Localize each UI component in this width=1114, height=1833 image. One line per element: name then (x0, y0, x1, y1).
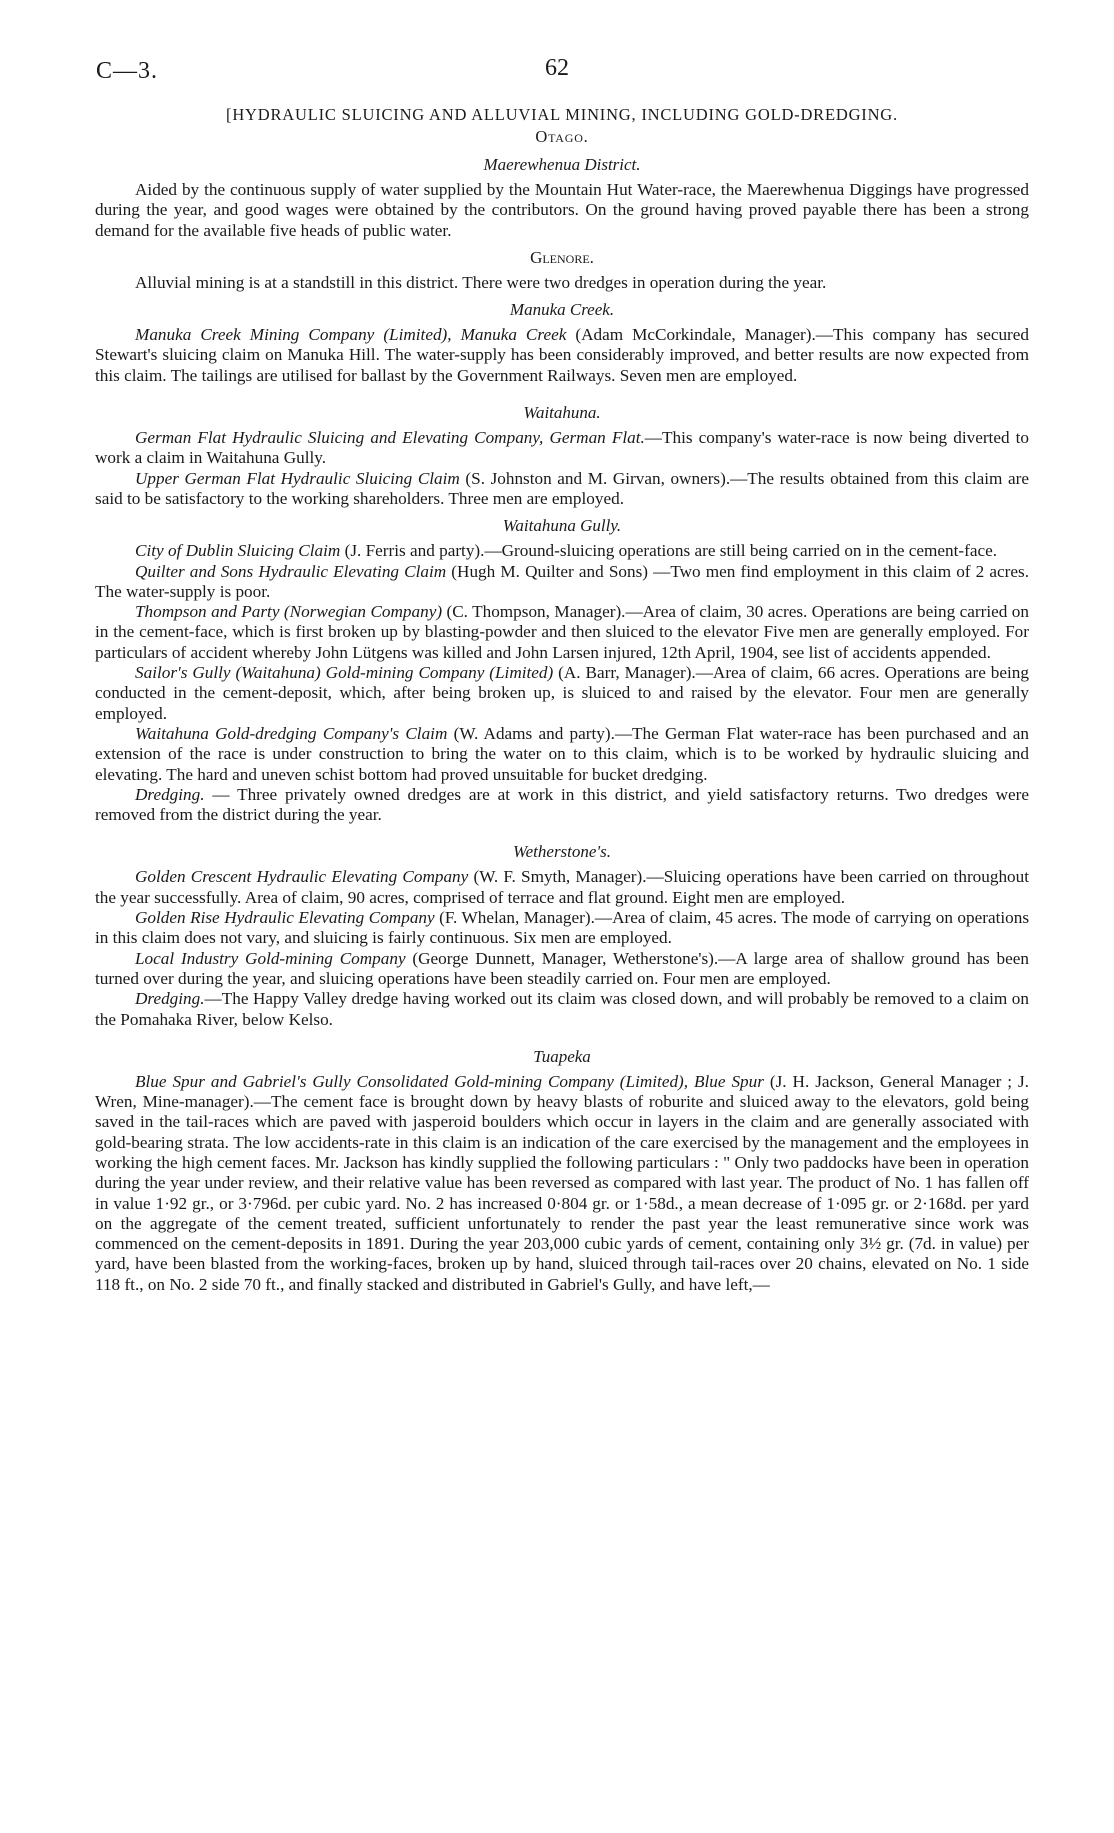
paragraph-text: (J. Ferris and party).—Ground-sluicing operations are still being carried on in the cement-face. (340, 541, 998, 561)
company-name: Golden Crescent Hydraulic Elevating Company (135, 867, 469, 887)
company-name: Manuka Creek Mining Company (Limited), Manuka Creek (135, 325, 567, 345)
district-heading: Maerewhenua District. (483, 155, 641, 174)
company-name: Sailor's Gully (Waitahuna) Gold-mining Company (Limited) (135, 663, 554, 683)
section-heading: [HYDRAULIC SLUICING AND ALLUVIAL MINING, INCLUDING GOLD-DREDGING. (226, 105, 898, 124)
paragraph-text: (S. Johnston and M. Girvan, owners).—The results obtained from this claim are said to be satisfactory to the working shareholders. Three men are employed. (95, 468, 1029, 508)
paragraph (95, 469, 1029, 510)
company-name: Dredging. (135, 989, 205, 1009)
paragraph-text: (George Dunnett, Manager, Wetherstone's).—A large area of shallow ground has been turned over during the year, and sluicing operations have been steadily carried on. Four men are employed. (95, 948, 1029, 988)
paragraph-text: —This company's water-race is now being diverted to work a claim in Waitahuna Gully. (95, 428, 1029, 468)
paragraph (95, 602, 1029, 663)
page-number: 62 (545, 55, 569, 81)
paragraph-text: (C. Thompson, Manager).—Area of claim, 30 acres. Operations are being carried on in the cement-face, which is first broken up by blasting-powder and then sluiced to the elevator Five men are generally employed. For particulars of accident whereby John Lütgens was killed and John Larsen injured, 12th April, 1904, see list of accidents appended. (95, 602, 1029, 662)
paragraph-text: (Hugh M. Quilter and Sons) —Two men find employment in this claim of 2 acres. The water-supply is poor. (95, 561, 1029, 601)
district-heading: Manuka Creek. (509, 300, 615, 320)
paragraph-text: — Three privately owned dredges are at work in this district, and yield satisfactory returns. Two dredges were removed from the district during the year. (95, 784, 1029, 825)
paragraph-text: —The Happy Valley dredge having worked out its claim was closed down, and will probably be removed to a claim on the Pomahaka River, below Kelso. (95, 989, 1029, 1029)
paragraph (95, 989, 1029, 1030)
district-heading: Waitahuna Gully. (502, 516, 622, 536)
paragraph-text: (F. Whelan, Manager).—Area of claim, 45 acres. The mode of carrying on operations in this claim does not vary, and sluicing is fairly continuous. Six men are employed. (95, 908, 1030, 948)
company-name: Dredging. (135, 784, 205, 804)
district-heading: Waitahuna. (523, 403, 601, 423)
paragraph-text: (A. Barr, Manager).—Area of claim, 66 acres. Operations are being conducted in the cement-deposit, which, after being broken up, is sluiced to and raised by the elevator. Four men are generally employed. (95, 663, 1029, 723)
company-name: Local Industry Gold-mining Company (135, 948, 406, 968)
district-heading: Wetherstone's. (513, 842, 611, 862)
paragraph (95, 663, 1029, 724)
paragraph-text: Aided by the continuous supply of water supplied by the Mountain Hut Water-race, the Maerewhenua Diggings have progressed during the year, and good wages were obtained by the contributors. On the ground having proved payable there has been a strong demand for the available five heads of public water. (95, 180, 1029, 240)
region-heading: Otago. (535, 127, 589, 146)
company-name: City of Dublin Sluicing Claim (135, 541, 341, 561)
report-reference: C—3. (96, 58, 159, 84)
paragraph-text: Alluvial mining is at a standstill in this district. There were two dredges in operation during the year. (135, 272, 827, 292)
paragraph-text: (W. Adams and party).—The German Flat water-race has been purchased and an extension of the race is under construction to bring the water on to this claim, which is to be worked by hydraulic sluicing and elevating. The hard and uneven schist bottom had proved unsuitable for bucket dredging. (95, 723, 1029, 784)
paragraph (95, 541, 1029, 561)
paragraph (95, 1072, 1029, 1295)
paragraph-text: (W. F. Smyth, Manager).—Sluicing operations have been carried on throughout the year successfully. Area of claim, 90 acres, comprised of terrace and flat ground. Eight men are employed. (95, 867, 1029, 907)
company-name: Blue Spur and Gabriel's Gully Consolidated Gold-mining Company (Limited), Blue Spur (135, 1071, 764, 1091)
district-heading: Glenore. (530, 247, 594, 267)
text-column (95, 100, 1029, 1295)
district-heading: Tuapeka (533, 1046, 591, 1066)
paragraph (95, 428, 1029, 469)
paragraph (95, 180, 1029, 241)
company-name: Upper German Flat Hydraulic Sluicing Claim (135, 468, 460, 488)
paragraph-text: (J. H. Jackson, General Manager ; J. Wren, Mine-manager).—The cement face is brought down by heavy blasts of roburite and sluiced away to the elevators, gold being saved in the tail-races which are paved with jasperoid boulders which occur in layers in the claim and are generally associated with gold-bearing strata. The low accidents-rate in this claim is an indication of the care exercised by the management and the employees in working the high cement faces. Mr. Jackson has kindly supplied the following particulars : " Only two paddocks have been in operation during the year under review, and their relative value has been reversed as compared with last year. The product of No. 1 has fallen off in value 1·92 gr., or 3·796d. per cubic yard. No. 2 has increased 0·804 gr. or 1·58d., a mean decrease of 1·095 gr. or 2·168d. per yard on the aggregate of the cement treated, sufficient unfortunately to render the past year the least remunerative since work was commenced on the cement-deposits in 1891. During the year 203,000 cubic yards of cement, containing only 3½ gr. (7d. in value) per yard, have been blasted from the working-faces, broken up by hand, sluiced through tail-races over 20 chains, elevated on No. 1 side 118 ft., on No. 2 side 70 ft., and finally stacked and distributed in Gabriel's Gully, and have left,— (95, 1071, 1029, 1294)
paragraph-text: (Adam McCorkindale, Manager).—This company has secured Stewart's sluicing claim on Manuka Hill. The water-supply has been considerably improved, and better results are now expected from this claim. The tailings are utilised for ballast by the Government Railways. Seven men are employed. (95, 325, 1029, 385)
paragraph (95, 562, 1029, 603)
paragraph (95, 908, 1029, 949)
company-name: Waitahuna Gold-dredging Company's Claim (135, 723, 448, 743)
paragraph (95, 273, 1029, 293)
paragraph (95, 949, 1029, 990)
company-name: Quilter and Sons Hydraulic Elevating Claim (135, 561, 447, 581)
company-name: Golden Rise Hydraulic Elevating Company (135, 908, 435, 928)
paragraph (95, 867, 1029, 908)
paragraph (95, 724, 1029, 785)
paragraph (95, 785, 1029, 826)
company-name: German Flat Hydraulic Sluicing and Elevating Company, German Flat. (135, 428, 645, 448)
company-name: Thompson and Party (Norwegian Company) (135, 602, 443, 622)
paragraph (95, 325, 1029, 386)
